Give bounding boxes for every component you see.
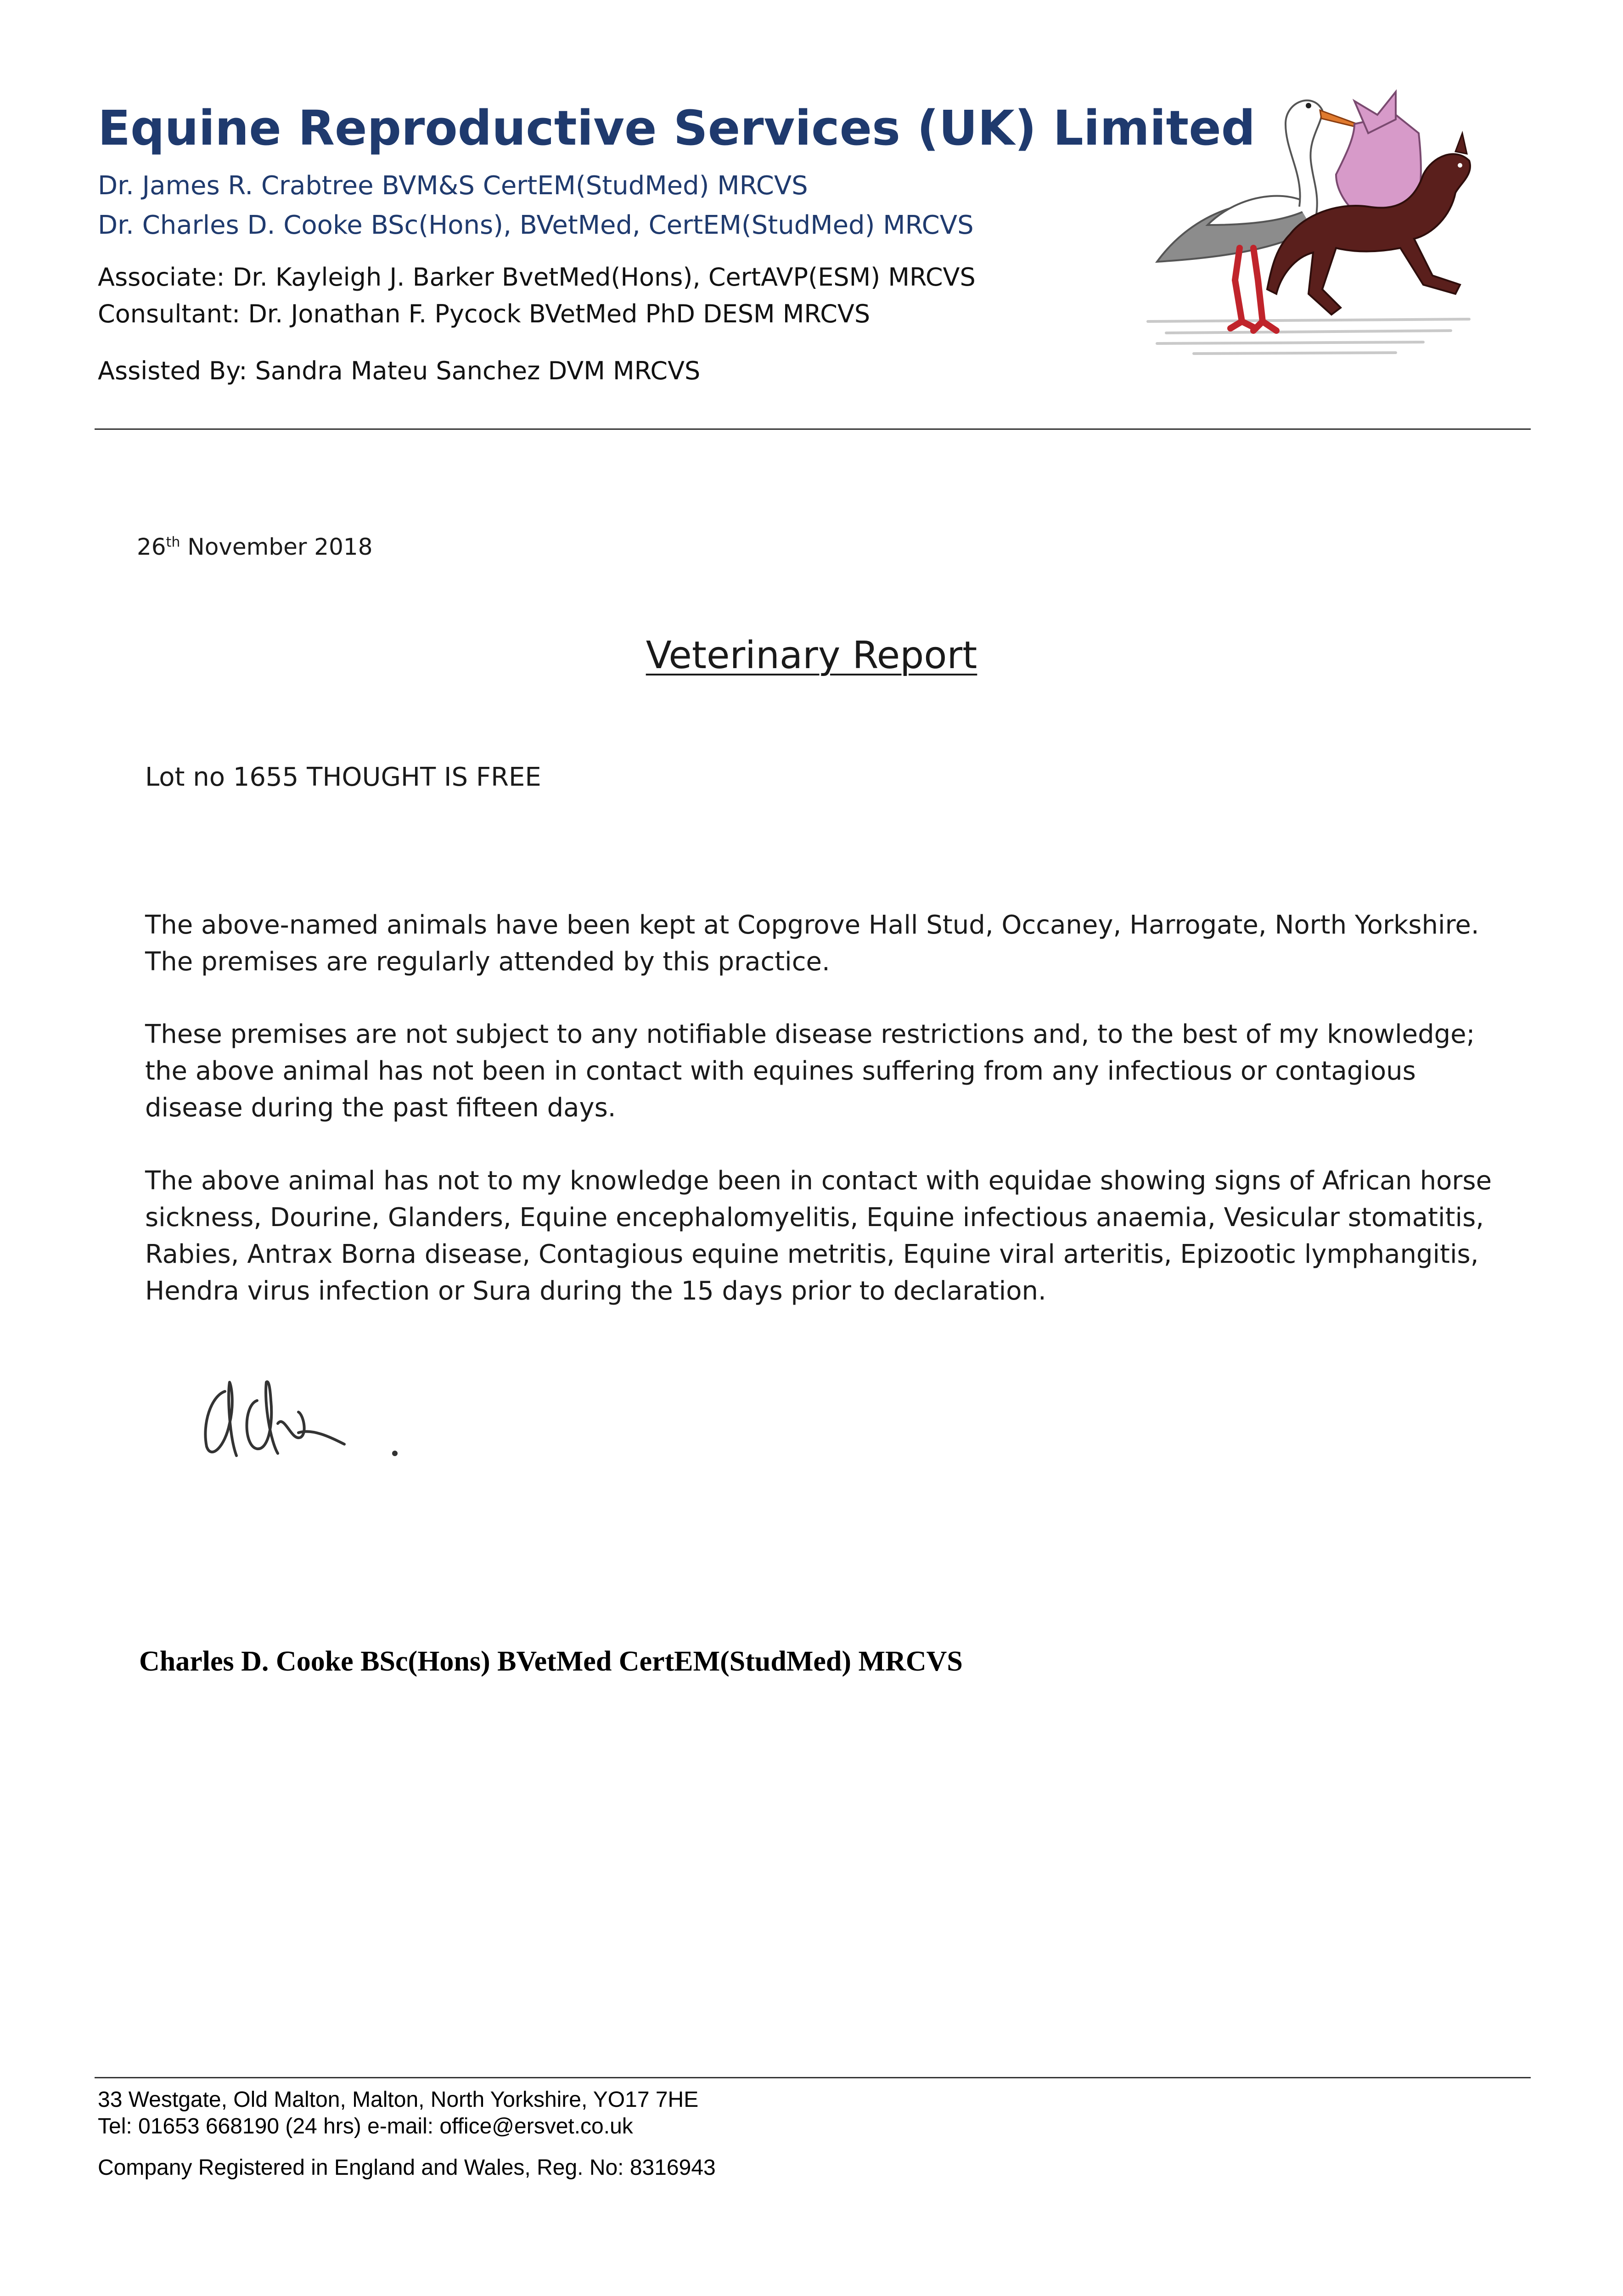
date-suffix: th [166, 534, 180, 551]
date-month-year: November 2018 [180, 534, 373, 560]
partner-1: Dr. James R. Crabtree BVM&S CertEM(StudMed) MRCVS [98, 171, 808, 201]
footer-divider [95, 2077, 1531, 2078]
paragraph-restrictions: These premises are not subject to any notifiable disease restrictions and, to the best of my knowledge; the above animal has not been in contact with equines suffering from any infectious or contagious disease during the past fifteen days. [145, 1019, 1475, 1123]
handwritten-signature [193, 1368, 432, 1469]
paragraph-diseases: The above animal has not to my knowledge been in contact with equidae showing signs of African horse sickness, Dourine, Glanders, Equine encephalomyelitis, Equine infectious anaemia, Vesicular stomatitis, Rabies, Antrax Borna disease, Contagious equine metritis, Equine viral arteritis, Epizootic lymphangitis, Hendra virus infection or Sura during the 15 days prior to declaration. [145, 1166, 1492, 1306]
paragraph-premises: The above-named animals have been kept at Copgrove Hall Stud, Occaney, Harrogate, North Yorkshire. The premises are regularly attended by this practice. [145, 910, 1479, 977]
header-divider [95, 428, 1531, 430]
date-day: 26 [137, 534, 166, 560]
ground-shadow [1148, 319, 1469, 354]
horse-ear [1455, 133, 1467, 154]
report-title-text: Veterinary Report [646, 634, 977, 677]
letter-date [137, 534, 373, 560]
horse-eye [1458, 163, 1462, 168]
consultant-line: Consultant: Dr. Jonathan F. Pycock BVetMed PhD DESM MRCVS [98, 299, 870, 328]
partner-2: Dr. Charles D. Cooke BSc(Hons), BVetMed, CertEM(StudMed) MRCVS [98, 210, 974, 240]
footer-registration: Company Registered in England and Wales, Reg. No: 8316943 [98, 2155, 716, 2180]
signatory-name: Charles D. Cooke BSc(Hons) BVetMed CertEM(StudMed) MRCVS [139, 1646, 963, 1677]
company-name: Equine Reproductive Services (UK) Limited [98, 100, 1256, 156]
footer-contact: Tel: 01653 668190 (24 hrs) e-mail: office@ersvet.co.uk [98, 2114, 633, 2138]
report-title [0, 634, 1623, 677]
stork-carrying-foal-logo [1139, 83, 1488, 358]
lot-line: Lot no 1655 THOUGHT IS FREE [145, 762, 541, 792]
assisted-by-line: Assisted By: Sandra Mateu Sanchez DVM MRCVS [98, 356, 701, 385]
stork-eye [1306, 103, 1311, 108]
footer-address: 33 Westgate, Old Malton, Malton, North Yorkshire, YO17 7HE [98, 2088, 699, 2112]
associate-line: Associate: Dr. Kayleigh J. Barker BvetMed(Hons), CertAVP(ESM) MRCVS [98, 263, 976, 292]
